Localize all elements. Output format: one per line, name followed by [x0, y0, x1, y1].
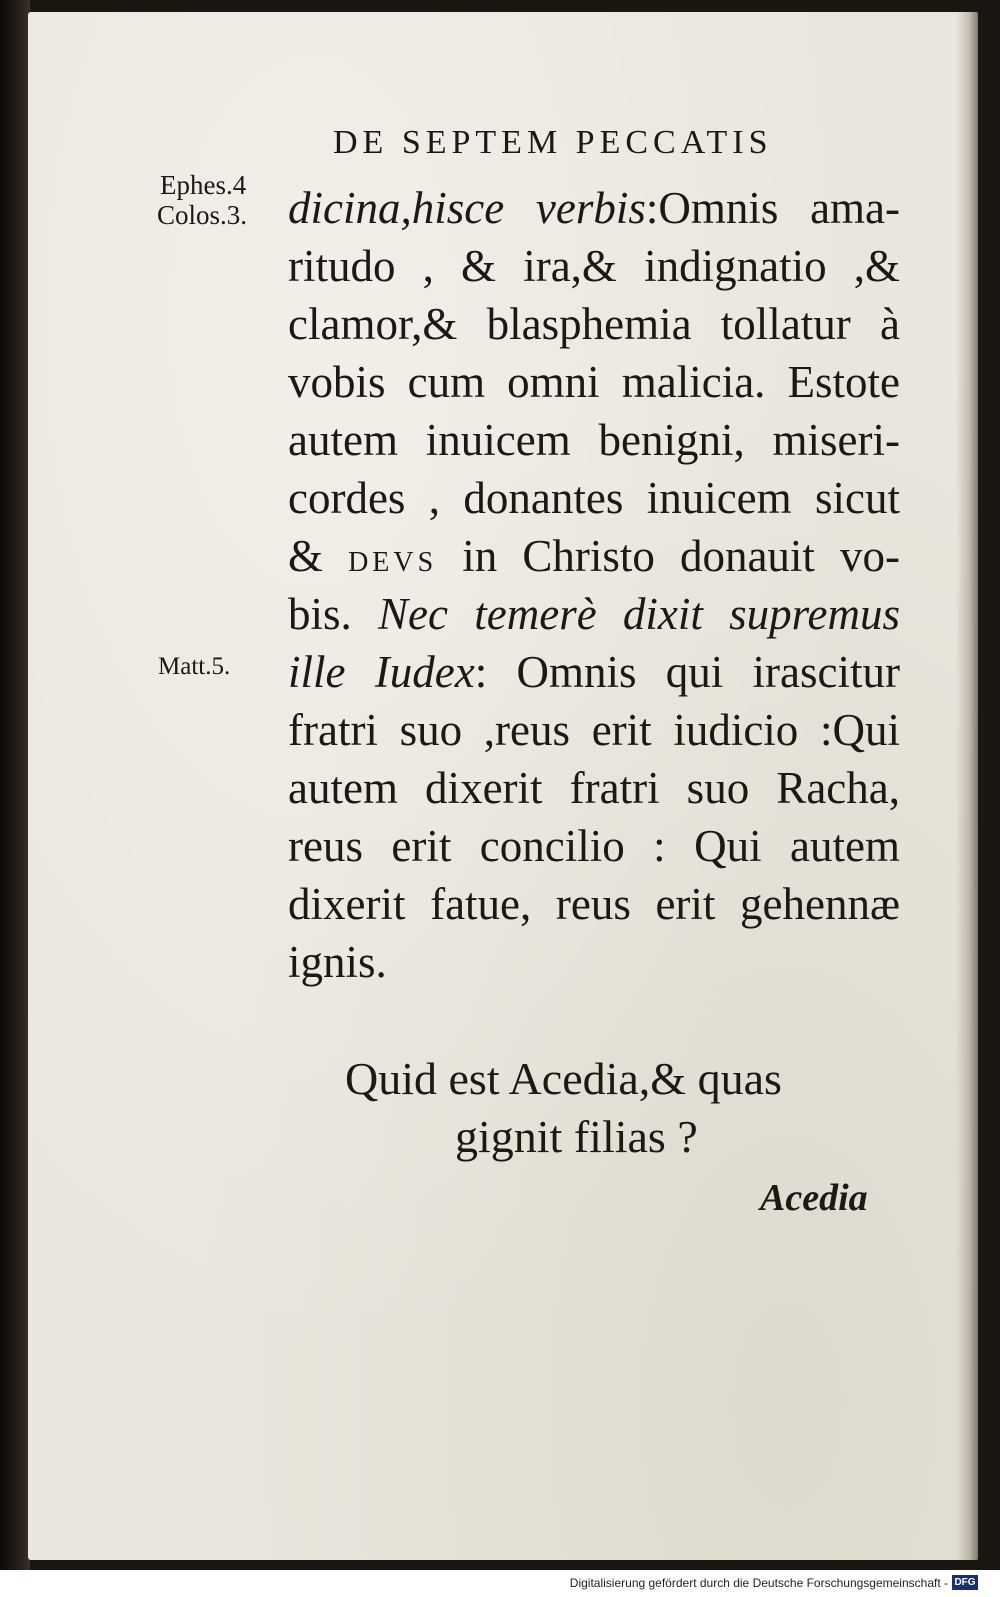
text-roman: : Omnis qui irascitur	[474, 647, 900, 697]
text-italic: ille Iudex	[288, 647, 475, 697]
text-line-12: reus erit concilio : Qui autem	[288, 821, 900, 871]
text-line-13: dixerit fatue, reus erit gehennæ	[288, 879, 900, 929]
page-edge-shadow	[956, 12, 978, 1560]
text-line-4: vobis cum omni malicia. Estote	[288, 357, 900, 407]
margin-note-matthew: Matt.5.	[158, 653, 231, 680]
running-head: DE SEPTEM PECCATIS	[333, 124, 773, 161]
text-line-5: autem inuicem benigni, miseri-	[288, 415, 900, 465]
footer-bar	[0, 1570, 1000, 1597]
text-line-3: clamor,& blasphemia tollatur à	[288, 299, 900, 349]
text-line-11: autem dixerit fratri suo Racha,	[288, 763, 900, 813]
text-line-9	[288, 644, 900, 700]
text-roman: :Omnis ama-	[645, 183, 900, 233]
catchword: Acedia	[760, 1177, 868, 1219]
text-italic: Nec temerè dixit supremus	[378, 589, 901, 639]
question-heading-line-1: Quid est Acedia,& quas	[345, 1053, 782, 1104]
text-line-14: ignis.	[288, 937, 387, 987]
text-line-8	[288, 586, 900, 642]
margin-note-colossians: Colos.3.	[157, 200, 248, 230]
text-line-2: ritudo , & ira,& indignatio ,&	[288, 241, 900, 291]
text-line-6: cordes , donantes inuicem sicut	[288, 473, 900, 523]
margin-note-ephesians: Ephes.4	[160, 170, 247, 200]
text-roman: in Christo donauit vo-	[437, 531, 900, 581]
text-line-10: fratri suo ,reus erit iudicio :Qui	[288, 705, 900, 755]
dfg-logo: DFG	[952, 1575, 978, 1590]
footer-credit: Digitalisierung gefördert durch die Deutsche Forschungsgemeinschaft -	[569, 1576, 948, 1590]
book-spine	[0, 0, 30, 1570]
text-smallcaps: DEVS	[348, 547, 438, 578]
text-line-7	[288, 528, 900, 584]
question-heading-line-2: gignit filias ?	[455, 1111, 698, 1162]
text-line-1	[288, 180, 900, 236]
text-roman: &	[288, 531, 349, 581]
text-italic: dicina,hisce verbis	[288, 183, 646, 233]
text-roman: bis.	[288, 589, 379, 639]
